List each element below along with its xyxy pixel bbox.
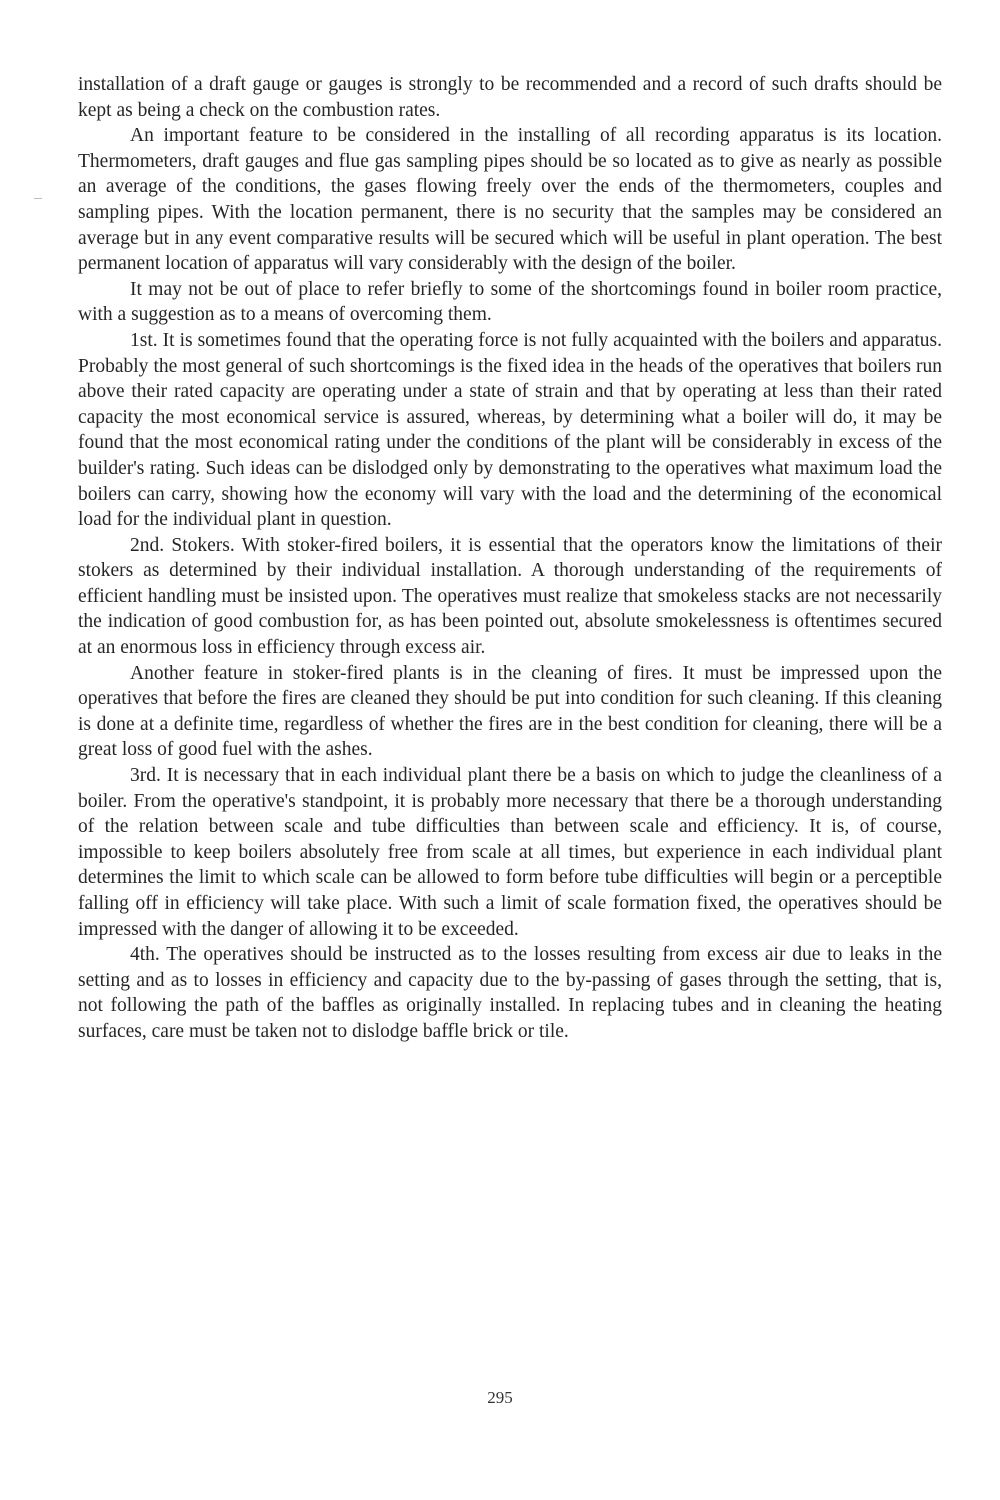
paragraph-6: Another feature in stoker-fired plants is in the cleaning of fires. It must be impressed upon the operatives that before the fires are cleaned they should be put into condition for such cleaning. If this cleaning is done at a definite time, regardless of whether the fires are in the best condition for cleaning, there will be a great loss of good fuel with the ashes.	[78, 662, 942, 761]
paragraph-4: 1st. It is sometimes found that the operating force is not fully acquainted with the boilers and apparatus. Probably the most general of such shortcomings is the fixed idea in the heads of the operatives that boilers run above their rated capacity are operating under a state of strain and that by operating at less than their rated capacity the most economical service is assured, whereas, by determining what a boiler will do, it may be found that the most economical rating under the conditions of the plant will be considerably in excess of the builder's rating. Such ideas can be dislodged only by demonstrating to the operatives what maximum load the boilers can carry, showing how the economy will vary with the load and the determining of the economical load for the individual plant in question.	[78, 329, 942, 531]
paragraph-8: 4th. The operatives should be instructed as to the losses resulting from excess air due to leaks in the setting and as to losses in efficiency and capacity due to the by-passing of gases through the setting, that is, not following the path of the baffles as originally installed. In replacing tubes and in cleaning the heating surfaces, care must be taken not to dislodge baffle brick or tile.	[78, 944, 942, 1042]
paragraph-5: 2nd. Stokers. With stoker-fired boilers, it is essential that the operators know the limitations of their stokers as determined by their individual installation. A thorough understanding of the requirements of efficient handling must be insisted upon. The operatives must realize that smokeless stacks are not necessarily the indication of good combustion for, as has been pointed out, absolute smokelessness is oftentimes secured at an enormous loss in efficiency through excess air.	[78, 534, 942, 659]
paragraph-2: An important feature to be considered in the installing of all recording apparatus is its location. Thermometers, draft gauges and flue gas sampling pipes should be so located as to give as nearly as possible an average of the conditions, the gases flowing freely over the ends of the thermometers, couples and sampling pipes. With the location permanent, there is no security that the samples may be considered an average but in any event comparative results will be secured which will be useful in plant operation. The best permanent location of apparatus will vary considerably with the design of the boiler.	[78, 125, 942, 275]
page-body	[78, 72, 942, 1045]
paragraph-1: installation of a draft gauge or gauges is strongly to be recommended and a record of such drafts should be kept as being a check on the combustion rates.	[78, 74, 942, 121]
paragraph-7: 3rd. It is necessary that in each individual plant there be a basis on which to judge the cleanliness of a boiler. From the operative's standpoint, it is probably more necessary that there be a thorough understanding of the relation between scale and tube difficulties than between scale and efficiency. It is, of course, impossible to keep boilers absolutely free from scale at all times, but experience in each individual plant determines the limit to which scale can be allowed to form before tube difficulties will begin or a perceptible falling off in efficiency will take place. With such a limit of scale formation fixed, the operatives should be impressed with the danger of allowing it to be exceeded.	[78, 765, 942, 940]
paragraph-3: It may not be out of place to refer briefly to some of the shortcomings found in boiler room practice, with a suggestion as to a means of overcoming them.	[78, 278, 942, 326]
page-number: 295	[487, 1388, 513, 1407]
margin-mark	[34, 198, 42, 199]
